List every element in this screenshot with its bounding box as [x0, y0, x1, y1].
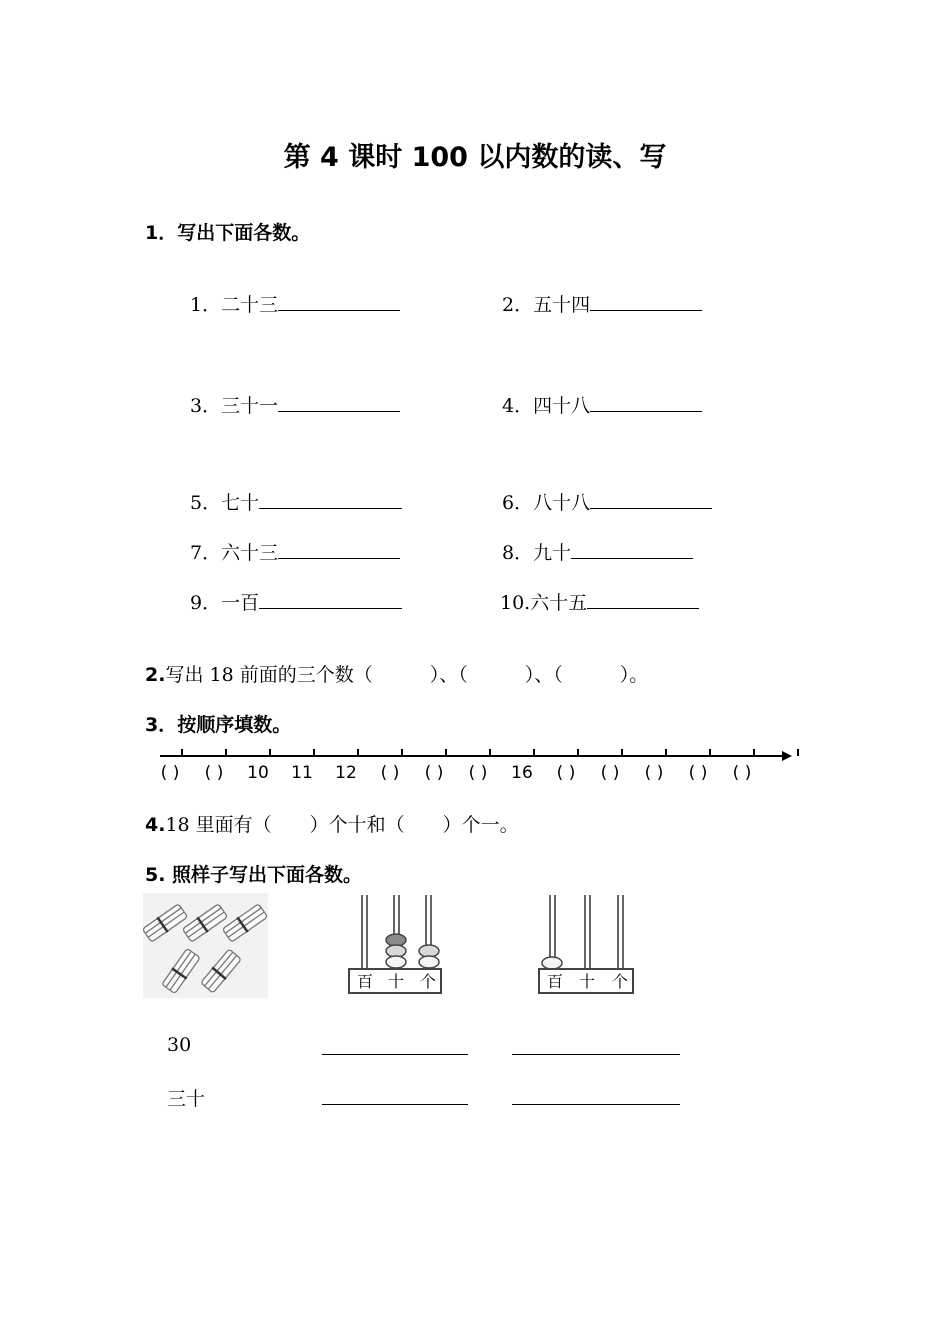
number-line-blank[interactable]: ( )	[644, 763, 664, 783]
answer-blank[interactable]	[590, 292, 702, 311]
example-words: 三十	[167, 1088, 206, 1110]
q3-heading: 3．按顺序填数。	[145, 714, 292, 736]
number-line	[150, 742, 800, 787]
abacus-bead	[386, 956, 406, 968]
abacus-bead	[419, 956, 439, 968]
answer-blank-number-2[interactable]	[512, 1054, 680, 1055]
q1-item-9: 9．一百	[190, 588, 402, 615]
example-number: 30	[167, 1034, 192, 1056]
abacus-label-tens: 十	[387, 972, 405, 991]
answer-blank[interactable]	[571, 540, 693, 559]
number-line-label: 12	[335, 763, 357, 783]
abacus-label-ones: 个	[611, 972, 629, 991]
page-title: 第 4 课时 100 以内数的读、写	[283, 142, 667, 173]
answer-blank[interactable]	[259, 590, 402, 609]
q1-item-1: 1．二十三	[190, 290, 400, 317]
number-line-label: 10	[247, 763, 269, 783]
q1-item-6: 6．八十八	[502, 488, 712, 515]
answer-blank[interactable]	[587, 590, 699, 609]
stick-bundles-image	[143, 893, 268, 998]
answer-blank[interactable]	[278, 292, 400, 311]
number-line-blank[interactable]: ( )	[380, 763, 400, 783]
answer-blank-number-1[interactable]	[322, 1054, 468, 1055]
q1-item-5: 5．七十	[190, 488, 402, 515]
answer-blank[interactable]	[590, 393, 702, 412]
q2-question: 2.写出 18 前面的三个数（ ）、（ ）、（ ）。	[145, 664, 649, 686]
abacus-bead	[386, 945, 406, 957]
abacus-bead	[419, 945, 439, 957]
q1-item-10: 10.六十五	[500, 588, 699, 615]
q1-item-3: 3．三十一	[190, 391, 400, 418]
q5-heading: 5. 照样子写出下面各数。	[145, 864, 363, 886]
q1-item-4: 4．四十八	[502, 391, 702, 418]
answer-blank[interactable]	[259, 490, 402, 509]
abacus-label-tens: 十	[578, 972, 596, 991]
q1-item-7: 7．六十三	[190, 538, 400, 565]
number-line-label: 16	[511, 763, 533, 783]
abacus-bead	[386, 934, 406, 946]
abacus-label-ones: 个	[419, 972, 437, 991]
abacus-bead	[542, 957, 562, 969]
number-line-blank[interactable]: ( )	[160, 763, 180, 783]
answer-blank[interactable]	[278, 540, 400, 559]
number-line-blank[interactable]: ( )	[688, 763, 708, 783]
number-line-label: 11	[291, 763, 313, 783]
abacus-1	[345, 893, 445, 995]
number-line-blank[interactable]: ( )	[468, 763, 488, 783]
q1-heading: 1．写出下面各数。	[145, 222, 311, 244]
number-line-blank[interactable]: ( )	[556, 763, 576, 783]
answer-blank-words-2[interactable]	[512, 1104, 680, 1105]
arrow-head-icon	[782, 751, 792, 761]
abacus-label-hundreds: 百	[356, 972, 374, 991]
number-line-blank[interactable]: ( )	[204, 763, 224, 783]
abacus-2	[535, 893, 637, 995]
answer-blank[interactable]	[278, 393, 400, 412]
number-line-blank[interactable]: ( )	[424, 763, 444, 783]
q4-question: 4.18 里面有（ ）个十和（ ）个一。	[145, 814, 519, 836]
abacus-label-hundreds: 百	[546, 972, 564, 991]
number-line-blank[interactable]: ( )	[732, 763, 752, 783]
q1-item-8: 8．九十	[502, 538, 693, 565]
number-line-blank[interactable]: ( )	[600, 763, 620, 783]
answer-blank[interactable]	[590, 490, 712, 509]
answer-blank-words-1[interactable]	[322, 1104, 468, 1105]
q1-item-2: 2．五十四	[502, 290, 702, 317]
